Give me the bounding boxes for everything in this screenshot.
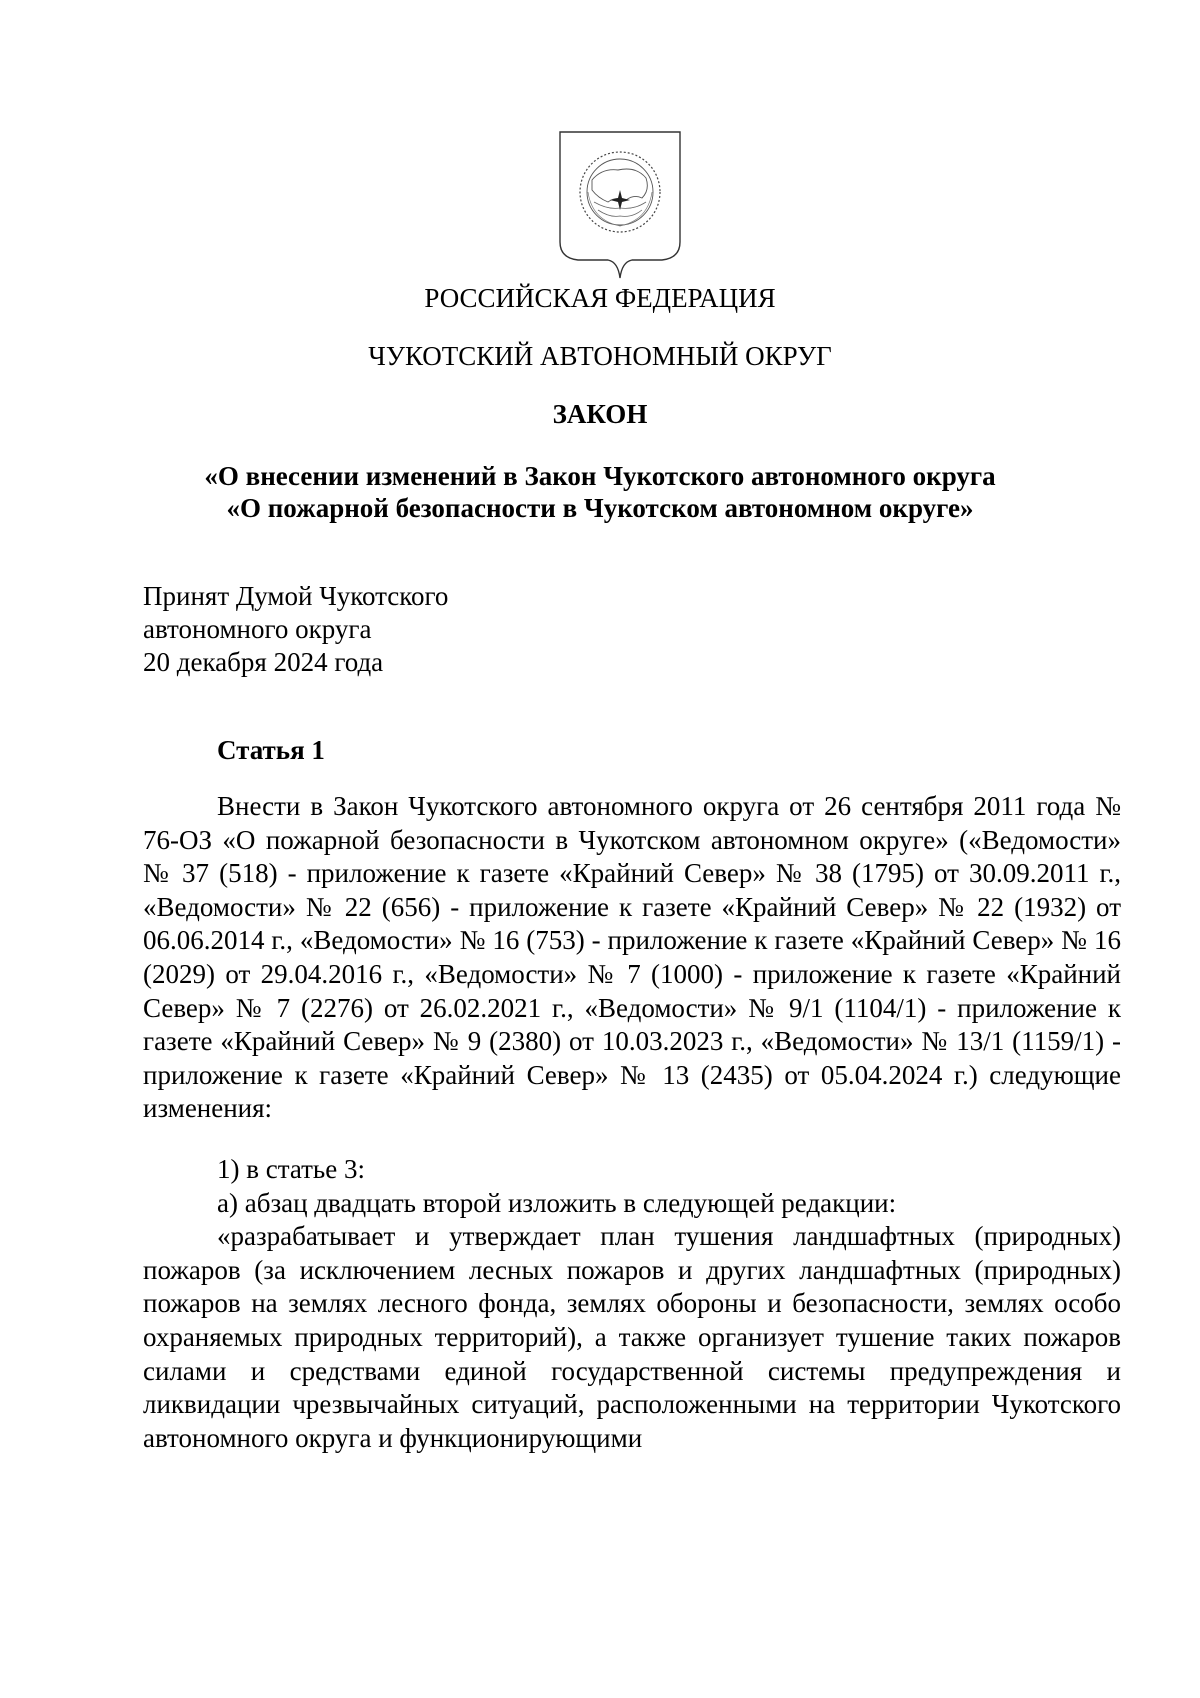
adoption-date: 20 декабря 2024 года [143,647,384,677]
article-intro-paragraph: Внести в Закон Чукотского автономного округа от 26 сентября 2011 года № 76-ОЗ «О пожарной безопасности в Чукотском автономном округе» («Ведомости» № 37 (518) - приложение к газете «Крайний Север» № 38 (1795) от 30.09.2011 г., «Ведомости» № 22 (656) - приложение к газете «Крайний Север» № 22 (1932) от 06.06.2014 г., «Ведомости» № 16 (753) - приложение к газете «Крайний Север» № 16 (2029) от 29.04.2016 г., «Ведомости» № 7 (1000) - приложение к газете «Крайний Север» № 7 (2276) от 26.02.2021 г., «Ведомости» № 9/1 (1104/1) - приложение к газете «Крайний Север» № 9 (2380) от 10.03.2023 г., «Ведомости» № 13/1 (1159/1) - приложение к газете «Крайний Север» № 13 (2435) от 05.04.2024 г.) следующие изменения: [143,791,1121,1124]
document-type-heading: ЗАКОН [552,399,648,429]
law-title-line-2: «О пожарной безопасности в Чукотском автономном округе» [226,493,974,523]
item-1a: а) абзац двадцать второй изложить в следующей редакции: [217,1187,897,1218]
article-body [143,790,1121,1126]
law-title-line-1: «О внесении изменений в Закон Чукотского автономного округа [204,461,996,491]
article-heading: Статья 1 [217,735,325,765]
quoted-amendment-paragraph: «разрабатывает и утверждает план тушения ландшафтных (природных) пожаров (за исключением лесных пожаров и других ландшафтных (природных) пожаров на землях лесного фонда, землях обороны и безопасности, землях особо охраняемых природных территорий), а также организует тушение таких пожаров силами и средствами единой государственной системы предупреждения и ликвидации чрезвычайных ситуаций, расположенными на территории Чукотского автономного округа и функционирующими [143,1221,1121,1453]
article-items [143,1153,1121,1455]
coat-of-arms-emblem [558,130,682,280]
adoption-line-1: Принят Думой Чукотского [143,581,449,611]
region-heading: ЧУКОТСКИЙ АВТОНОМНЫЙ ОКРУГ [368,341,832,371]
item-1: 1) в статье 3: [217,1154,365,1184]
adoption-line-2: автономного округа [143,614,372,644]
adoption-info [143,580,448,679]
country-heading: РОССИЙСКАЯ ФЕДЕРАЦИЯ [424,283,776,313]
